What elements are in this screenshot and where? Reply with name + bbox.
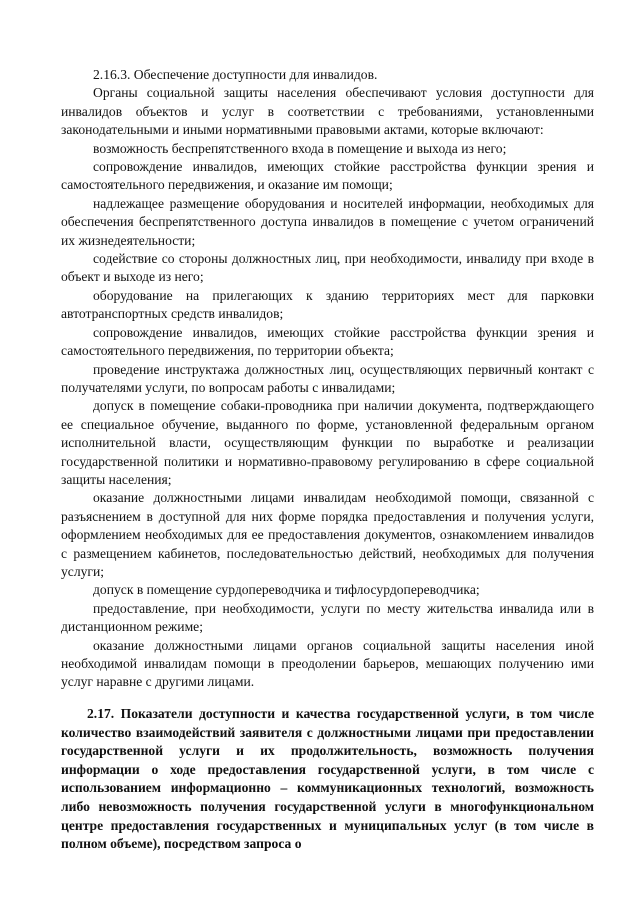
list-item: содействие со стороны должностных лиц, при необходимости, инвалиду при входе в объект и выходе из него; [61, 251, 594, 285]
list-item: возможность беспрепятственного входа в помещение и выхода из него; [93, 140, 507, 156]
list-item: надлежащее размещение оборудования и носителей информации, необходимых для обеспечения беспрепятственного доступа инвалидов в помещение с учетом ограничений их жизнедеятельности; [61, 195, 594, 248]
list-item: допуск в помещение собаки-проводника при наличии документа, подтверждающего ее специальное обучение, выданного по форме, установленной федеральным органом исполнительной власти, осуществляющим функции по выработке и реализации государственной политики и нормативно-правовому регулированию в сфере социальной защиты населения; [61, 398, 594, 487]
list-item: оборудование на прилегающих к зданию территориях мест для парковки автотранспортных средств инвалидов; [61, 287, 594, 322]
list-item: сопровождение инвалидов, имеющих стойкие расстройства функции зрения и самостоятельного передвижения, и оказание им помощи; [61, 159, 594, 193]
list-item: допуск в помещение сурдопереводчика и тифлосурдопереводчика; [93, 582, 480, 598]
section-heading-bold: 2.17. Показатели доступности и качества государственной услуги, в том числе количество взаимодействий заявителя с должностными лицами при предоставлении государственной услуги и их продолжительность, возможность получения информации о ходе предоставления государственной услуги, в том числе с использованием информационно – коммуникационных технологий, возможность либо невозможность получения государственной услуги в многофункциональном центре предоставления государственных и муниципальных услуг (в том числе в полном объеме), посредством запроса о [61, 706, 594, 852]
section-heading: 2.16.3. Обеспечение доступности для инвалидов. [93, 67, 378, 82]
list-item: проведение инструктажа должностных лиц, осуществляющих первичный контакт с получателями услуги, по вопросам работы с инвалидами; [61, 361, 594, 395]
list-item: оказание должностными лицами органов социальной защиты населения иной необходимой инвалидам помощи в преодолении барьеров, мешающих получению ими услуг наравне с другими лицами. [61, 637, 594, 690]
section-intro-paragraph: Органы социальной защиты населения обеспечивают условия доступности для инвалидов объектов и услуг в соответствии с требованиями, установленными законодательными и иными нормативными правовыми актами, которые включают: [61, 85, 594, 138]
section-2-17 [61, 705, 594, 854]
list-item: оказание должностными лицами инвалидам необходимой помощи, связанной с разъяснением в доступной для них форме порядка предоставления и получения услуги, оформлением необходимых для ее предоставления документов, ознакомлением инвалидов с размещением кабинетов, последовательностью действий, необходимых для получения услуги; [61, 490, 594, 579]
list-item: предоставление, при необходимости, услуги по месту жительства инвалида или в дистанционном режиме; [61, 600, 594, 635]
section-2-16-3 [61, 66, 594, 692]
list-item: сопровождение инвалидов, имеющих стойкие расстройства функции зрения и самостоятельного передвижения, по территории объекта; [61, 324, 594, 359]
